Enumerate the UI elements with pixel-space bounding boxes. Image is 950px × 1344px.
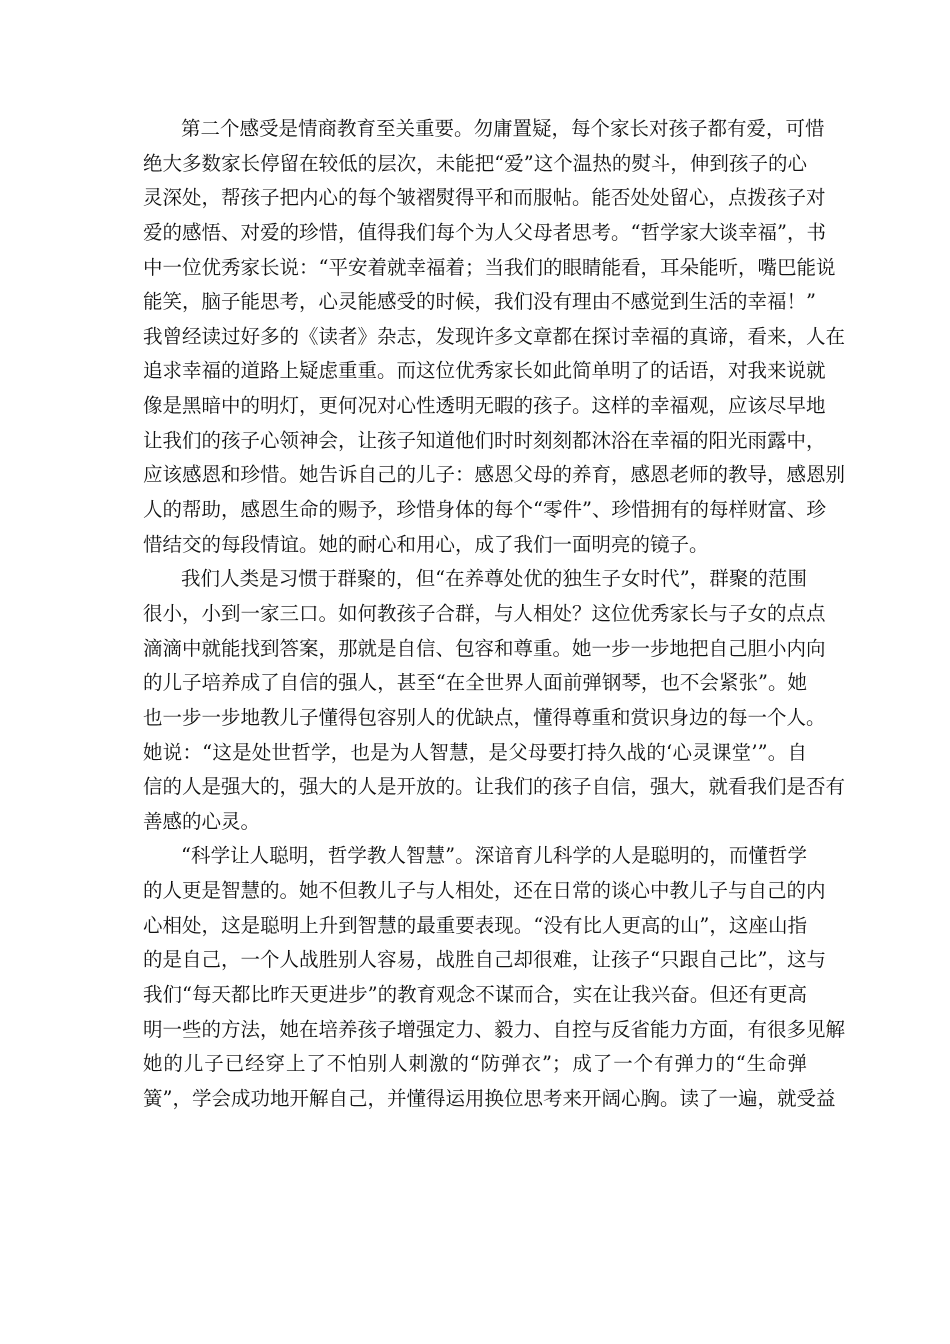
text-line: 应该感恩和珍惜。她告诉自己的儿子：感恩父母的养育，感恩老师的教导，感恩别	[143, 463, 846, 487]
text-line: 我们“每天都比昨天更进步”的教育观念不谋而合，实在让我兴奋。但还有更高	[143, 983, 807, 1007]
text-line: 能笑，脑子能思考，心灵能感受的时候，我们没有理由不感觉到生活的幸福！”	[143, 290, 816, 314]
text-line: 第二个感受是情商教育至关重要。勿庸置疑，每个家长对孩子都有爱，可惜	[181, 117, 825, 140]
text-line: 明一些的方法，她在培养孩子增强定力、毅力、自控与反省能力方面，有很多见解	[143, 1017, 846, 1041]
text-line: 的是自己，一个人战胜别人容易，战胜自己却很难，让孩子“只跟自己比”，这与	[143, 948, 826, 972]
text-line: 很小，小到一家三口。如何教孩子合群，与人相处？这位优秀家长与子女的点点	[143, 601, 826, 625]
document-body	[143, 112, 846, 1117]
text-line: 她的儿子已经穿上了不怕别人刺激的“防弹衣”；成了一个有弹力的“生命弹	[143, 1052, 807, 1076]
text-line: 绝大多数家长停留在较低的层次，未能把“爱”这个温热的熨斗，伸到孩子的心	[143, 151, 807, 175]
text-line: 滴滴中就能找到答案，那就是自信、包容和尊重。她一步一步地把自己胆小内向	[143, 636, 826, 660]
text-line: 灵深处，帮孩子把内心的每个皱褶熨得平和而服帖。能否处处留心，点拨孩子对	[143, 186, 826, 210]
text-line: 她说：“这是处世哲学，也是为人智慧，是父母要打持久战的‘心灵课堂’”。自	[143, 740, 807, 764]
text-line: 簧”，学会成功地开解自己，并懂得运用换位思考来开阔心胸。读了一遍，就受益	[143, 1086, 836, 1110]
text-line: 善感的心灵。	[143, 809, 261, 833]
paragraph-2	[143, 562, 846, 839]
text-line: 中一位优秀家长说：“平安着就幸福着；当我们的眼睛能看，耳朵能听，嘴巴能说	[143, 255, 836, 279]
text-line: 人的帮助，感恩生命的赐予，珍惜身体的每个“零件”、珍惜拥有的每样财富、珍	[143, 498, 826, 522]
text-line: 信的人是强大的，强大的人是开放的。让我们的孩子自信，强大，就看我们是否有	[143, 775, 846, 799]
paragraph-3	[143, 839, 846, 1116]
text-line: “科学让人聪明，哲学教人智慧”。深谙育儿科学的人是聪明的，而懂哲学	[181, 844, 807, 868]
text-line: 爱的感悟、对爱的珍惜，值得我们每个为人父母者思考。“哲学家大谈幸福”，书	[143, 220, 826, 244]
text-line: 我们人类是习惯于群聚的，但“在养尊处优的独生子女时代”，群聚的范围	[181, 567, 807, 591]
text-line: 我曾经读过好多的《读者》杂志，发现许多文章都在探讨幸福的真谛，看来，人在	[143, 324, 846, 348]
text-line: 惜结交的每段情谊。她的耐心和用心，成了我们一面明亮的镜子。	[143, 532, 709, 556]
text-line: 心相处，这是聪明上升到智慧的最重要表现。“没有比人更高的山”，这座山指	[143, 913, 807, 937]
text-line: 追求幸福的道路上疑虑重重。而这位优秀家长如此简单明了的话语，对我来说就	[143, 359, 826, 383]
text-line: 的人更是智慧的。她不但教儿子与人相处，还在日常的谈心中教儿子与自己的内	[143, 879, 826, 903]
text-line: 也一步一步地教儿子懂得包容别人的优缺点，懂得尊重和赏识身边的每一个人。	[143, 705, 826, 729]
text-line: 像是黑暗中的明灯，更何况对心性透明无暇的孩子。这样的幸福观，应该尽早地	[143, 394, 826, 418]
text-line: 的儿子培养成了自信的强人，甚至“在全世界人面前弹钢琴，也不会紧张”。她	[143, 671, 807, 695]
paragraph-1	[143, 112, 846, 562]
text-line: 让我们的孩子心领神会，让孩子知道他们时时刻刻都沐浴在幸福的阳光雨露中，	[143, 428, 826, 452]
